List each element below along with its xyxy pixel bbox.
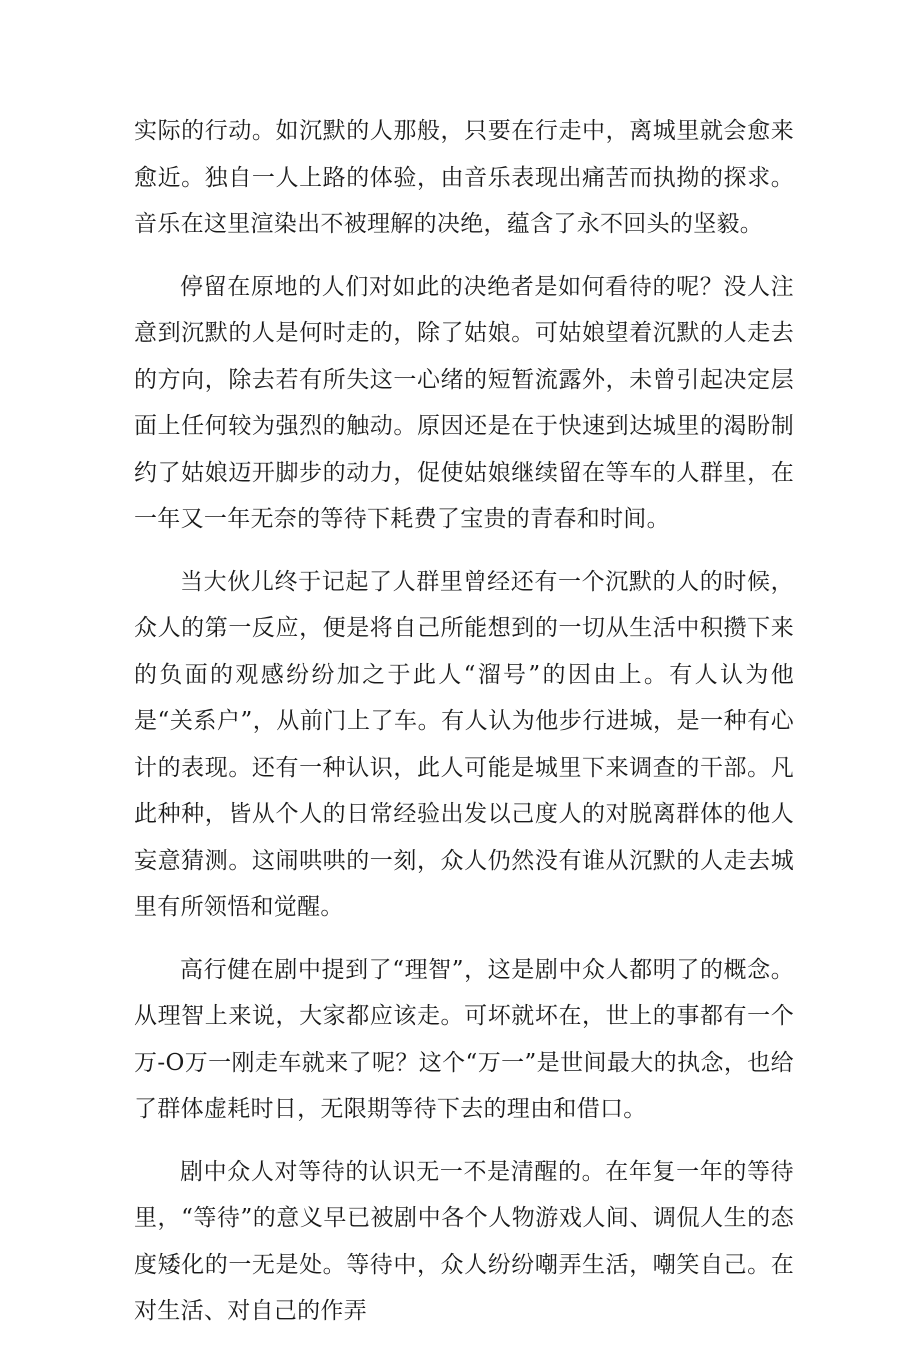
paragraph-4: 高行健在剧中提到了“理智”，这是剧中众人都明了的概念。从理智上来说，大家都应该走。可坏就坏在，世上的事都有一个万-O万一刚走车就来了呢？这个“万一”是世间最大的执念，也给了群体虚耗时日，无限期等待下去的理由和借口。 [134,956,794,1122]
paragraph-5: 剧中众人对等待的认识无一不是清醒的。在年复一年的等待里，“等待”的意义早已被剧中各个人物游戏人间、调侃人生的态度矮化的一无是处。等待中，众人纷纷嘲弄生活，嘲笑自己。在对生活、对自己的作弄 [134,1158,794,1324]
paragraph-2: 停留在原地的人们对如此的决绝者是如何看待的呢？没人注意到沉默的人是何时走的，除了姑娘。可姑娘望着沉默的人走去的方向，除去若有所失这一心绪的短暂流露外，未曾引起决定层面上任何较为强烈的触动。原因还是在于快速到达城里的渴盼制约了姑娘迈开脚步的动力，促使姑娘继续留在等车的人群里，在一年又一年无奈的等待下耗费了宝贵的青春和时间。 [134,273,794,532]
body-text [134,108,794,1351]
paragraph-1: 实际的行动。如沉默的人那般，只要在行走中，离城里就会愈来愈近。独自一人上路的体验，由音乐表现出痛苦而执拗的探求。音乐在这里渲染出不被理解的决绝，蕴含了永不回头的坚毅。 [134,118,794,237]
paragraph-3: 当大伙儿终于记起了人群里曾经还有一个沉默的人的时候，众人的第一反应，便是将自己所能想到的一切从生活中积攒下来的负面的观感纷纷加之于此人“溜号”的因由上。有人认为他是“关系户”，从前门上了车。有人认为他步行进城，是一种有心计的表现。还有一种认识，此人可能是城里下来调查的干部。凡此种种，皆从个人的日常经验出发以己度人的对脱离群体的他人妄意猜测。这闹哄哄的一刻，众人仍然没有谁从沉默的人走去城里有所领悟和觉醒。 [134,568,794,920]
